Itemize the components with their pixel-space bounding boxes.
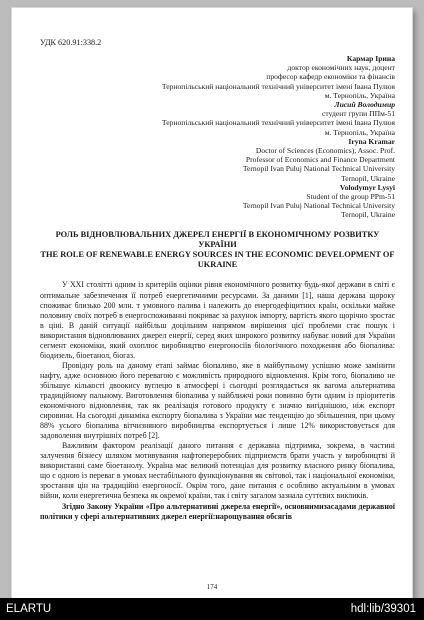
article-title (40, 230, 395, 271)
body-paragraph: У ХХІ столітті одним із критеріїв оцінки рівня економічного розвитку будь-якої держави в світі є оптимальне забезпечення її потреб енергетичними ресурсами. За даними [1], наша держава щороку споживає близько 200 млн. т умовного палива і належить до енергодефіцитних країн, оскільки майже половину своїх потреб в енергоспоживанні покриває за рахунок імпорту, вартість якого щорічно зростає в ціні. В даній ситуації найбільш доцільним напрямом вирішення цієї проблеми стає пошук і використання відновлюваних джерел енергії, серед яких широкого розвитку набуває новий для України сегмент економіки, який охоплює виробництво енергоносіїв біологічного походження або біопалива: біодизель, біоетанол, біогаз. (40, 280, 395, 360)
author-affiliation-line: Student of the group PPm-51 (306, 192, 395, 202)
author-affiliation-line: Тернопільський національний технічний університет імені Івана Пулюя (161, 81, 395, 91)
author-affiliation-line: професор кафедр економіки та фінансів (266, 72, 395, 82)
author-affiliation-line: студент групи ППм-51 (322, 109, 395, 119)
author-affiliation-line: Ternopil, Ukraine (341, 210, 395, 220)
body-paragraph: Згідно Закону України «Про альтернативні джерела енергії», основнимизасадами державної політики у сфері альтернативних джерел енергії:нарощування обсягів (40, 501, 395, 521)
article-body (40, 280, 395, 521)
footer-bar (0, 598, 424, 620)
author-name: Iryna Kramar (348, 136, 395, 146)
body-paragraph: Провідну роль на даному етапі займає біопаливо, яке в майбутньому успішно може замінити нафту, адже основною його перевагою є можливість природного відновлення. Крім того, біопаливо не збільшує кількості двоокису вуглецю в атмосфері і сьогодні розглядається як вагома альтернатива традиційному пальному. Виготовлення біопалива у найближчі роки повинно бути одним із пріоритетів економічного відновлення, так як реалізація готового продукту є значно вигіднішою, ніж експорт сировини. На сьогодні динаміка експорту біопалива з України має тенденцію до збільшення, при цьому 88% усього біопалива вітчизняного виробництва експортується і лише 12% використовується для задоволення внутрішніх потреб [2]. (40, 360, 395, 441)
title-english: THE ROLE OF RENEWABLE ENERGY SOURCES IN THE ECONOMIC DEVELOPMENT OF UKRAINE (40, 250, 395, 270)
author-affiliation-line: Doctor of Sciences (Economics), Assoc. Prof. (255, 146, 395, 156)
author-affiliation-line: Ternopil, Ukraine (341, 173, 395, 183)
author-name: Volodymyr Lysyi (339, 182, 395, 192)
author-affiliation-line: доктор економічних наук, доцент (287, 63, 395, 73)
title-ukrainian: РОЛЬ ВІДНОВЛЮВАЛЬНИХ ДЖЕРЕЛ ЕНЕРГІЇ В ЕКОНОМІЧНОМУ РОЗВИТКУ УКРАЇНИ (55, 229, 380, 249)
author-affiliation-line: Professor of Economics and Finance Department (245, 155, 395, 165)
document-page (12, 8, 412, 598)
author-affiliation-line: м. Тернопіль, Україна (324, 127, 395, 137)
author-affiliation-line: Ternopil Ivan Puluj National Technical University (242, 201, 395, 211)
page-number: 174 (206, 583, 218, 591)
author-name: Кармар Ірина (346, 54, 395, 63)
author-affiliation-line: м. Тернопіль, Україна (324, 90, 395, 100)
author-affiliation-line: Тернопільський національний технічний університет імені Івана Пулюя (161, 118, 395, 128)
author-name: Лисий Володимир (334, 100, 395, 110)
udk-code: УДК 620.91:338.2 (40, 38, 102, 47)
author-block (40, 54, 395, 220)
body-paragraph: Важливим фактором реалізації даного питання є державна підтримка, зокрема, в частині залучення бізнесу шляхом мотивування нафтопереробних підприємств брати участь у виробництві й використанні саме біоетанолу. Україна має великий потенціал для розвитку власного ринку біопалива, що є одною із переваг в умовах нестабільного функціонування як світової, так і національної економіки, зростання цін на традиційні енергоносії. Окрім того, дане питання є особливо актуальним в умовах війни, коли енергетична безпека як окремої країни, так і світу загалом зазнала суттєвих викликів. (40, 441, 395, 501)
footer-handle-label: hdl:lib/39301 (350, 603, 416, 615)
author-affiliation-line: Ternopil Ivan Puluj National Technical University (242, 164, 395, 174)
footer-repository-label: ELARTU (6, 603, 52, 615)
